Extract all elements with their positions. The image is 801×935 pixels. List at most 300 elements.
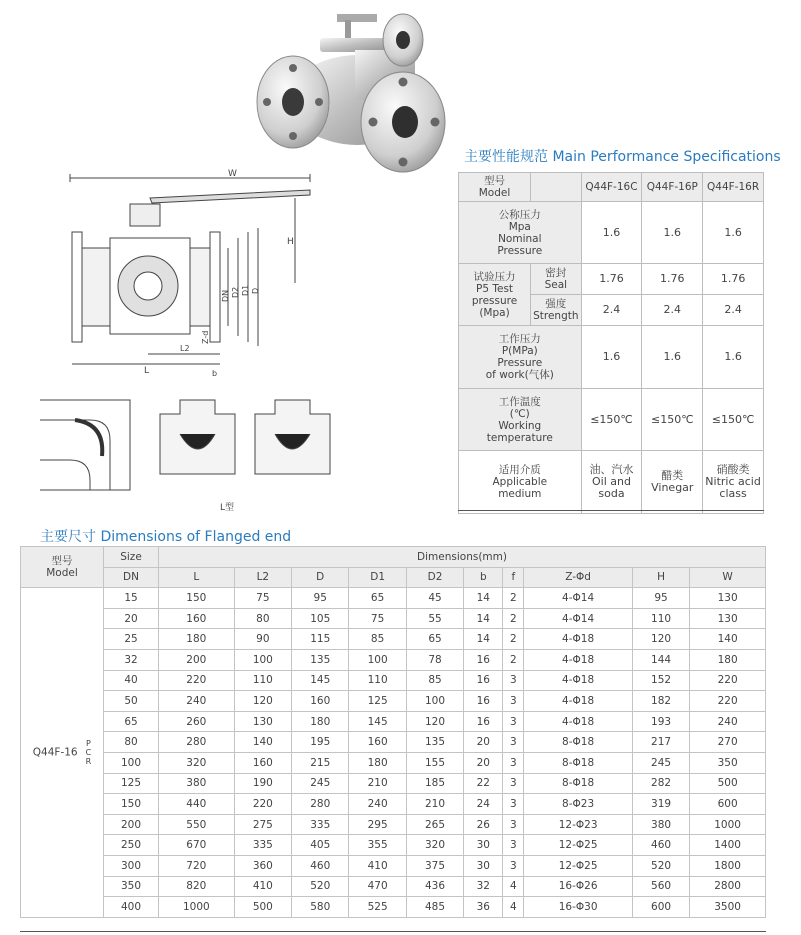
dim-cell: 144 (632, 649, 689, 670)
dim-header-row-2 (21, 567, 766, 588)
value-cell: 1.76 (703, 264, 764, 295)
dim-cell: 4-Φ18 (524, 629, 633, 650)
label-line: P5 Test (476, 282, 514, 295)
dim-cell: 80 (234, 608, 291, 629)
dim-cell: 220 (234, 794, 291, 815)
dim-cell: 600 (632, 897, 689, 918)
dim-cell: 65 (349, 588, 406, 609)
dim-cell: 120 (234, 691, 291, 712)
dim-cell: 14 (464, 629, 503, 650)
dim-cell: 410 (234, 876, 291, 897)
label-line: P(MPa) (501, 345, 538, 357)
dim-cell: 14 (464, 608, 503, 629)
label-line: pressure (471, 294, 518, 307)
dim-cell: 319 (632, 794, 689, 815)
product-photo (245, 10, 465, 180)
dim-cell: 20 (104, 608, 159, 629)
label-line: 适用介质 (498, 464, 541, 476)
dim-cell: 180 (292, 711, 349, 732)
performance-bottom-rule (458, 510, 764, 511)
label-line: temperature (486, 431, 553, 444)
dim-cell: 282 (632, 773, 689, 794)
dim-cell: 12-Φ25 (524, 835, 633, 856)
dim-cell: 195 (292, 732, 349, 753)
dim-cell: 2 (503, 608, 524, 629)
dim-cell: 16 (464, 649, 503, 670)
dim-model-cell (21, 588, 104, 918)
dim-cell: 275 (234, 814, 291, 835)
suffix-letter: C (85, 747, 92, 757)
label-line: Nominal (498, 232, 542, 245)
table-row (21, 649, 766, 670)
dim-cell: 95 (632, 588, 689, 609)
dim-model-header (21, 547, 104, 588)
dim-cell: 182 (632, 691, 689, 712)
dim-cell: 240 (690, 711, 766, 732)
dim-cell: 1000 (159, 897, 235, 918)
dim-cell: 65 (406, 629, 463, 650)
label-line: (℃) (509, 407, 530, 420)
label-line: 密封 (545, 267, 567, 279)
value-cell: 2.4 (642, 295, 703, 326)
dim-cell: 3 (503, 794, 524, 815)
dim-header-row-1 (21, 547, 766, 568)
model-header-sub (531, 173, 582, 202)
dim-cell: 200 (104, 814, 159, 835)
dim-cell: 16-Φ30 (524, 897, 633, 918)
dim-cell: 12-Φ25 (524, 855, 633, 876)
model-header-cell (459, 173, 531, 202)
dim-d2-label: D2 (231, 286, 240, 298)
dim-cell: 8-Φ18 (524, 752, 633, 773)
dim-cell: 215 (292, 752, 349, 773)
dim-cell: 125 (349, 691, 406, 712)
value-cell: 1.6 (581, 202, 642, 264)
dim-cell: 270 (690, 732, 766, 753)
dim-cell: 720 (159, 855, 235, 876)
dim-cell: 120 (632, 629, 689, 650)
dim-cell: 45 (406, 588, 463, 609)
dim-cell: 110 (234, 670, 291, 691)
dim-cell: 40 (104, 670, 159, 691)
dim-cell: 3 (503, 855, 524, 876)
dim-cell: 240 (349, 794, 406, 815)
medium-cell (642, 451, 703, 514)
table-row (21, 608, 766, 629)
dim-l-label: L (144, 366, 150, 376)
dim-cell: 8-Φ18 (524, 732, 633, 753)
table-row (21, 732, 766, 753)
value-cell: 1.6 (642, 326, 703, 389)
temperature-label (459, 389, 582, 451)
dim-cell: 16 (464, 711, 503, 732)
dim-cell: 3 (503, 835, 524, 856)
label-line: 油、汽水 (589, 463, 634, 476)
dim-cell: 375 (406, 855, 463, 876)
table-row (21, 691, 766, 712)
dim-cell: 2 (503, 649, 524, 670)
dim-cell: 550 (159, 814, 235, 835)
dim-cell: 85 (406, 670, 463, 691)
dim-cell: 3 (503, 711, 524, 732)
test-pressure-label (459, 264, 531, 326)
dim-cell: 355 (349, 835, 406, 856)
dim-cell: 100 (234, 649, 291, 670)
dim-cell: 260 (159, 711, 235, 732)
dim-col-header: D1 (349, 567, 406, 588)
dim-cell: 470 (349, 876, 406, 897)
col-header: Q44F-16C (581, 173, 642, 202)
label-line: Seal (544, 279, 568, 291)
dim-cell: 130 (690, 608, 766, 629)
dim-cell: 280 (159, 732, 235, 753)
value-cell: ≤150℃ (703, 389, 764, 451)
dim-cell: 220 (690, 691, 766, 712)
dim-cell: 26 (464, 814, 503, 835)
table-row (21, 588, 766, 609)
dim-w-label: W (228, 169, 237, 179)
dim-cell: 8-Φ18 (524, 773, 633, 794)
label-line: 硝酸类 (716, 463, 750, 476)
dim-cell: 4-Φ18 (524, 711, 633, 732)
dim-cell: 145 (292, 670, 349, 691)
dim-cell: 75 (349, 608, 406, 629)
dim-cell: 180 (159, 629, 235, 650)
model-header-zh: 型号 (484, 175, 506, 187)
dim-cell: 220 (690, 670, 766, 691)
dim-cell: 155 (406, 752, 463, 773)
dimensions-bottom-rule (20, 931, 766, 932)
dim-col-header: H (632, 567, 689, 588)
dim-cell: 32 (104, 649, 159, 670)
value-cell: 2.4 (581, 295, 642, 326)
dimensions-title: 主要尺寸 Dimensions of Flanged end (40, 529, 292, 545)
dim-cell: 152 (632, 670, 689, 691)
dim-cell: 135 (292, 649, 349, 670)
label-line: Vinegar (651, 481, 694, 494)
dim-cell: 100 (406, 691, 463, 712)
value-cell: 1.6 (642, 202, 703, 264)
label-line: 工作温度 (498, 395, 541, 408)
dim-cell: 4-Φ18 (524, 691, 633, 712)
dim-zd-label: Z-d (201, 330, 210, 344)
dim-dimensions-header: Dimensions(mm) (159, 547, 766, 568)
dim-cell: 350 (690, 752, 766, 773)
dim-cell: 65 (104, 711, 159, 732)
table-row (21, 897, 766, 918)
dim-cell: 125 (104, 773, 159, 794)
medium-cell (703, 451, 764, 514)
dim-cell: 280 (292, 794, 349, 815)
dim-cell: 460 (292, 855, 349, 876)
dim-cell: 140 (234, 732, 291, 753)
dim-cell: 36 (464, 897, 503, 918)
performance-header-row (459, 173, 764, 202)
medium-label (459, 451, 582, 514)
label-line: 强度 (545, 298, 567, 310)
dim-cell: 245 (632, 752, 689, 773)
dim-model-value: Q44F-16 (32, 746, 78, 759)
dim-cell: 4-Φ18 (524, 670, 633, 691)
dim-cell: 350 (104, 876, 159, 897)
dim-cell: 75 (234, 588, 291, 609)
dim-l2-label: L2 (180, 344, 190, 353)
dim-cell: 32 (464, 876, 503, 897)
dim-cell: 460 (632, 835, 689, 856)
dim-cell: 100 (349, 649, 406, 670)
dim-cell: 3 (503, 773, 524, 794)
value-cell: 2.4 (703, 295, 764, 326)
label-line: 工作压力 (498, 333, 541, 345)
label-line: Mpa (508, 220, 531, 233)
col-header: Q44F-16P (642, 173, 703, 202)
value-cell: ≤150℃ (642, 389, 703, 451)
label-line: 型号 (51, 555, 73, 568)
suffix-letter: R (85, 756, 92, 766)
dim-cell: 130 (234, 711, 291, 732)
medium-row (459, 451, 764, 514)
dim-cell: 4 (503, 876, 524, 897)
dim-model-suffix (86, 739, 92, 766)
work-pressure-label (459, 326, 582, 389)
dim-h-label: H (287, 237, 294, 247)
dim-col-header: W (690, 567, 766, 588)
label-line: Nitric acid (705, 475, 761, 488)
value-cell: 1.6 (703, 202, 764, 264)
nominal-pressure-label (459, 202, 582, 264)
dim-cell: 250 (104, 835, 159, 856)
dim-cell: 320 (406, 835, 463, 856)
seal-label (531, 264, 582, 295)
dim-dn-label: DN (221, 289, 230, 302)
dim-col-header: L (159, 567, 235, 588)
label-line: of work(气体) (485, 369, 554, 381)
dim-cell: 217 (632, 732, 689, 753)
dim-cell: 295 (349, 814, 406, 835)
dim-cell: 4-Φ14 (524, 608, 633, 629)
suffix-letter: P (85, 738, 91, 748)
dim-cell: 4-Φ14 (524, 588, 633, 609)
dim-cell: 135 (406, 732, 463, 753)
label-line: Strength (533, 310, 579, 322)
dim-cell: 80 (104, 732, 159, 753)
dim-cell: 3500 (690, 897, 766, 918)
l-type-label: L型 (220, 503, 235, 513)
table-row (21, 876, 766, 897)
table-row (21, 629, 766, 650)
performance-table (458, 172, 764, 514)
dim-cell: 380 (632, 814, 689, 835)
dim-cell: 440 (159, 794, 235, 815)
dim-cell: 20 (464, 752, 503, 773)
dim-cell: 335 (234, 835, 291, 856)
flow-diagrams (30, 394, 360, 498)
dim-cell: 160 (159, 608, 235, 629)
dim-cell: 25 (104, 629, 159, 650)
dim-cell: 2800 (690, 876, 766, 897)
table-row (21, 711, 766, 732)
dim-col-header: L2 (234, 567, 291, 588)
dim-cell: 1800 (690, 855, 766, 876)
dim-cell: 210 (349, 773, 406, 794)
dim-cell: 400 (104, 897, 159, 918)
dim-cell: 30 (464, 855, 503, 876)
label-line: Applicable (492, 476, 548, 488)
dim-cell: 500 (690, 773, 766, 794)
dim-cell: 3 (503, 752, 524, 773)
work-pressure-row (459, 326, 764, 389)
dim-cell: 150 (104, 794, 159, 815)
dim-cell: 3 (503, 670, 524, 691)
table-row (21, 670, 766, 691)
dim-cell: 145 (349, 711, 406, 732)
dim-cell: 130 (690, 588, 766, 609)
dim-cell: 525 (349, 897, 406, 918)
label-line: class (719, 487, 747, 500)
model-header-en: Model (478, 187, 511, 199)
dim-cell: 115 (292, 629, 349, 650)
dim-cell: 265 (406, 814, 463, 835)
table-row (21, 773, 766, 794)
dim-col-header: f (503, 567, 524, 588)
strength-label (531, 295, 582, 326)
dim-cell: 90 (234, 629, 291, 650)
dim-cell: 30 (464, 835, 503, 856)
dim-cell: 436 (406, 876, 463, 897)
col-header: Q44F-16R (703, 173, 764, 202)
dim-cell: 3 (503, 814, 524, 835)
table-row (21, 835, 766, 856)
dim-cell: 160 (234, 752, 291, 773)
dim-cell: 3 (503, 732, 524, 753)
dim-cell: 16 (464, 691, 503, 712)
dim-size-header: Size (104, 547, 159, 568)
dim-cell: 120 (406, 711, 463, 732)
dim-cell: 380 (159, 773, 235, 794)
dim-cell: 3 (503, 691, 524, 712)
dim-cell: 180 (349, 752, 406, 773)
dimensions-table (20, 546, 766, 918)
dim-cell: 520 (632, 855, 689, 876)
dim-cell: 4-Φ18 (524, 649, 633, 670)
dim-d1-label: D1 (241, 284, 250, 296)
dim-cell: 100 (104, 752, 159, 773)
dim-cell: 2 (503, 629, 524, 650)
dim-cell: 485 (406, 897, 463, 918)
dim-cell: 1000 (690, 814, 766, 835)
dim-cell: 14 (464, 588, 503, 609)
dim-cell: 580 (292, 897, 349, 918)
label-line: (Mpa) (479, 306, 510, 319)
value-cell: ≤150℃ (581, 389, 642, 451)
dim-cell: 500 (234, 897, 291, 918)
temperature-row (459, 389, 764, 451)
label-line: Model (46, 567, 78, 580)
dim-col-header: D (292, 567, 349, 588)
dim-cell: 8-Φ23 (524, 794, 633, 815)
dim-cell: 15 (104, 588, 159, 609)
dim-cell: 140 (690, 629, 766, 650)
dim-b-label: b (212, 369, 218, 378)
dim-cell: 110 (632, 608, 689, 629)
dim-cell: 105 (292, 608, 349, 629)
dim-cell: 20 (464, 732, 503, 753)
dim-cell: 4 (503, 897, 524, 918)
dim-cell: 185 (406, 773, 463, 794)
medium-cell (581, 451, 642, 514)
label-line: Working (498, 419, 542, 432)
dim-cell: 12-Φ23 (524, 814, 633, 835)
value-cell: 1.76 (642, 264, 703, 295)
dim-cell: 160 (292, 691, 349, 712)
table-row (21, 855, 766, 876)
dim-cell: 160 (349, 732, 406, 753)
table-row (21, 814, 766, 835)
value-cell: 1.76 (581, 264, 642, 295)
dim-cell: 410 (349, 855, 406, 876)
dim-cell: 16 (464, 670, 503, 691)
dim-cell: 110 (349, 670, 406, 691)
label-line: medium (498, 488, 542, 500)
dim-col-header: Z-Φd (524, 567, 633, 588)
dim-cell: 50 (104, 691, 159, 712)
label-line: Oil and (591, 475, 631, 488)
dim-cell: 200 (159, 649, 235, 670)
table-row (21, 752, 766, 773)
dim-cell: 2 (503, 588, 524, 609)
dim-cell: 245 (292, 773, 349, 794)
dim-col-header: b (464, 567, 503, 588)
nominal-pressure-row (459, 202, 764, 264)
dim-cell: 335 (292, 814, 349, 835)
value-cell: 1.6 (703, 326, 764, 389)
label-line: soda (598, 487, 625, 500)
dim-d-label: D (251, 287, 260, 294)
dim-cell: 360 (234, 855, 291, 876)
dim-cell: 220 (159, 670, 235, 691)
label-line: 醋类 (661, 469, 684, 482)
label-line: 公称压力 (498, 208, 541, 221)
dim-cell: 55 (406, 608, 463, 629)
label-line: Pressure (497, 244, 543, 257)
dim-cell: 320 (159, 752, 235, 773)
dim-cell: 16-Φ26 (524, 876, 633, 897)
dim-cell: 670 (159, 835, 235, 856)
dim-cell: 180 (690, 649, 766, 670)
dim-col-header: DN (104, 567, 159, 588)
dim-cell: 210 (406, 794, 463, 815)
dim-cell: 240 (159, 691, 235, 712)
valve-section-drawing (40, 168, 330, 380)
label-line: Pressure (497, 357, 543, 369)
dim-cell: 95 (292, 588, 349, 609)
dim-cell: 600 (690, 794, 766, 815)
dim-cell: 820 (159, 876, 235, 897)
dim-cell: 24 (464, 794, 503, 815)
dim-cell: 85 (349, 629, 406, 650)
dim-cell: 150 (159, 588, 235, 609)
label-line: 试验压力 (473, 270, 516, 283)
dim-cell: 560 (632, 876, 689, 897)
value-cell: 1.6 (581, 326, 642, 389)
dim-cell: 193 (632, 711, 689, 732)
dim-cell: 190 (234, 773, 291, 794)
dim-cell: 1400 (690, 835, 766, 856)
performance-title: 主要性能规范 Main Performance Specifications (464, 149, 781, 165)
dim-col-header: D2 (406, 567, 463, 588)
table-row (21, 794, 766, 815)
dim-cell: 300 (104, 855, 159, 876)
